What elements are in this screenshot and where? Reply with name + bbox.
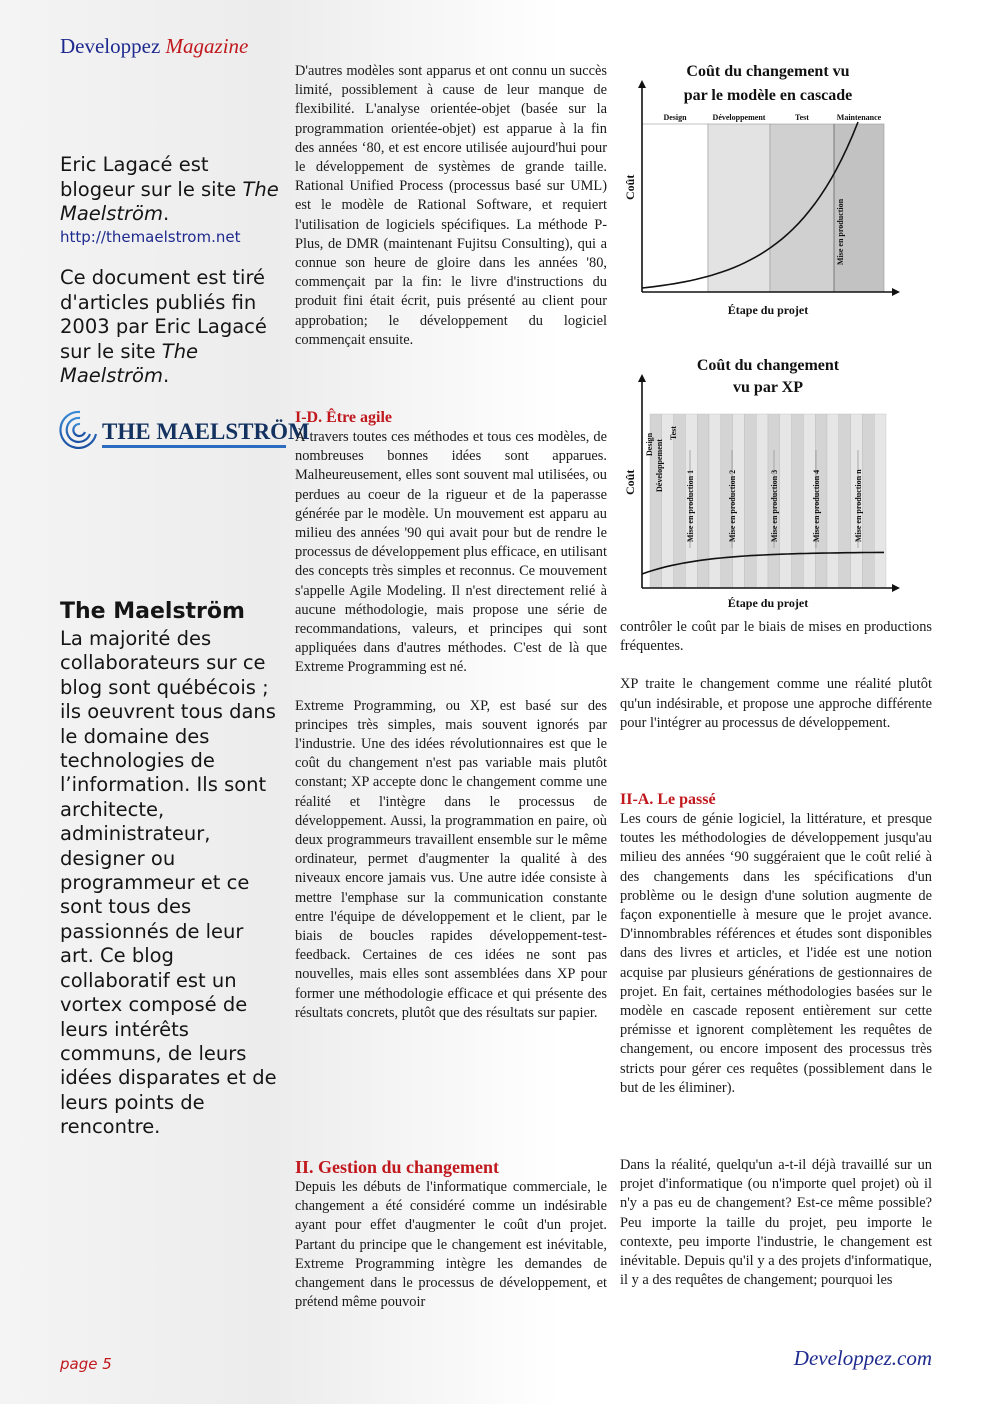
chart-title-line: Coût du changement vu (686, 63, 850, 80)
author-intro-text: Eric Lagacé est blogeur sur le site (60, 153, 237, 201)
blog-title: The Maelström (60, 599, 245, 624)
source-note-end: . (162, 364, 170, 387)
logo-wordmark: THE MAELSTRÖM (102, 419, 310, 444)
production-label: Mise en production 1 (686, 469, 695, 542)
heading-le-passe: II-A. Le passé (620, 791, 716, 808)
phase-label: Maintenance (836, 113, 882, 122)
iteration-band (709, 414, 721, 588)
iteration-band (792, 414, 804, 588)
chart-xp (618, 350, 918, 614)
production-label: Mise en production (836, 198, 845, 265)
column-2-intro (295, 62, 607, 350)
x-axis-arrow (892, 288, 900, 296)
y-axis-label: Coût (623, 469, 637, 495)
y-axis-arrow (638, 80, 646, 88)
heading-gestion-changement: II. Gestion du changement (295, 1157, 500, 1177)
production-label: Mise en production n (854, 469, 863, 542)
phase-label: Test (669, 426, 678, 440)
maelstrom-logo (60, 408, 310, 452)
para-realite: Dans la réalité, quelqu'un a-t-il déjà travaillé sur un projet d'informatique (ou n'importe quel projet) où il n'y a pas eu de changement? Est-ce même possible? Peu importe la taille du projet, peu importe le contexte, peu importe l'industrie, le changement est inévitable. Depuis qu'il y a des projets d'informatique, il y a des requêtes de changement; pourquoi les (620, 1157, 932, 1289)
author-site-name: The Maelström (60, 177, 279, 225)
source-note (60, 266, 282, 389)
magazine-title (60, 34, 248, 59)
chart-title-line: vu par XP (733, 379, 803, 396)
y-axis-arrow (638, 374, 646, 382)
phase-band (770, 124, 834, 292)
iteration-band (862, 414, 874, 588)
iteration-band (827, 414, 839, 588)
phase-band (708, 124, 770, 292)
para-gestion: Depuis les débuts de l'informatique commerciale, le changement a été considéré comme un indésirable ayant pour effet d'augmenter le coût d'un projet. Partant du principe que le changement est inévitable, Extreme Programming intègre les demandes de changement dans le processus de développement, et prétend même pouvoir (295, 1179, 607, 1311)
iteration-band (780, 414, 792, 588)
column-3-top (620, 618, 932, 733)
iteration-band (697, 414, 709, 588)
heading-etre-agile: I-D. Être agile (295, 409, 393, 426)
blog-description: La majorité des collaborateurs sur ce blog sont québécois ; ils oeuvrent tous dans le domaine des technologies de l’information. Ils sont architecte, administrateur, designer ou programmeur et ce sont tous des passionnés de leur art. Ce blog collaboratif est un vortex composé de leurs intérêts communs, de leurs idées disparates et de leurs points de rencontre. (60, 627, 277, 1139)
section-realite (620, 1156, 932, 1290)
iteration-band (839, 414, 851, 588)
y-axis-label: Coût (623, 174, 637, 200)
phase-label: Développement (655, 439, 664, 492)
para-agile: À travers toutes ces méthodes et tous ces modèles, de nombreuses bonnes idées sont apparues. Malheureusement, elles sont souvent mal utilisées, ou perdues au coeur de la rigueur et de la paperasse générée par le modèle. Un mouvement est apparu au milieu des années '90 qui avait pour but de rendre le processus de développement plus efficace, en utilisant des concepts très simples et reconnus. Ce mouvement s'appelle Agile Modeling. Il n'est directement relié à aucune méthodologie, mais propose une série de recommandations, valeurs, et principes qui sont appliquées dans d'autres méthodes. C'est de là que Extreme Programming est né. (295, 429, 607, 676)
section-agile (295, 408, 607, 1023)
phase-label: Test (795, 113, 809, 122)
chart-title-line: par le modèle en cascade (683, 87, 853, 104)
vortex-icon (60, 412, 96, 448)
page-number: page 5 (60, 1355, 112, 1373)
para-xp-change: XP traite le changement comme une réalité plutôt qu'un indésirable, et propose une approche différente pour l'intégrer au processus de développement. (620, 676, 932, 731)
phase-label: Design (645, 432, 654, 456)
para-continuation: contrôler le coût par le biais de mises en productions fréquentes. (620, 619, 932, 655)
production-label: Mise en production 4 (812, 469, 821, 542)
author-intro (60, 153, 282, 247)
section-gestion (295, 1156, 607, 1312)
phase-band (642, 124, 708, 292)
para-extreme-programming: Extreme Programming, ou XP, est basé sur des principes très simples, mais souvent ignorés par l'industrie. Une des idées révolutionnaires est que le coût du changement n'est pas variable mais plutôt constant; XP accepte donc le changement comme une réalité et l'intègre dans le processus de développement. Aussi, la programmation en paire, où deux programmeurs travaillent ensemble sur le même ordinateur, permet d'augmenter la qualité à des niveaux encore jamais vus. Une autre idée consiste à mettre l'emphase sur la communication constante entre l'équipe de développement et le client, par le biais de boucles rapides développement-test-feedback. Certaines de ces idées ne sont pas nouvelles, mais elles sont assemblées dans XP pour former une méthodologie efficace et qui présente des résultats concrets, plutôt que des résultats sur papier. (295, 697, 607, 1021)
iteration-band (756, 414, 768, 588)
section-passe (620, 790, 932, 1098)
brand-name: Developpez (60, 34, 161, 58)
x-axis-arrow (892, 584, 900, 592)
footer-site-link[interactable]: Developpez.com (793, 1346, 932, 1370)
iteration-band (744, 414, 756, 588)
source-site-name: The Maelström (60, 339, 199, 387)
x-axis-label: Étape du projet (727, 303, 809, 317)
para-models: D'autres modèles sont apparus et ont connu un succès limité, possiblement à cause de leur manque de flexibilité. L'analyse orientée-objet (basée sur la programmation orientée-objet) est apparue à la fin des années ‘80, et est encore utilisée aujourd'hui pour le développement de systèmes de grande taille. Rational Unified Process (processus basé sur UML) est le modèle de Rational Software, et requiert l'utilisation de logiciels spécifiques. La méthode P-Plus, de DMR (maintenant Fujitsu Consulting), qui a connue son heure de gloire dans les années '80, commençait par la fin: le livre d'instructions du produit fini était écrit, puis présenté au client pour approbation; le développement du logiciel commençait ensuite. (295, 63, 607, 348)
phase-label: Design (663, 113, 687, 122)
site-url-link[interactable]: http://themaelstrom.net (60, 227, 241, 246)
source-note-text: Ce document est tiré d'articles publiés fin 2003 par Eric Lagacé sur le site (60, 266, 267, 363)
x-axis-label: Étape du projet (727, 596, 809, 610)
phase-label: Développement (712, 113, 766, 122)
production-label: Mise en production 3 (770, 469, 779, 542)
author-intro-end: . (162, 202, 170, 225)
magazine-word: Magazine (165, 34, 249, 58)
production-label: Mise en production 2 (728, 469, 737, 542)
chart-cascade (618, 60, 918, 322)
para-passe: Les cours de génie logiciel, la littérature, et presque toutes les méthodologies de développement jusqu'au milieu des années ‘90 suggéraient que le coût relié à des changements dans les spécifications d'un problème ou le design d'une solution augmente de façon exponentielle à mesure que le projet avance. D'innombrables références et études sont disponibles dans des livres et articles, et l'idée est une notion acquise par plusieurs générations de gestionnaires de projet. En fait, certaines méthodologies basées sur le modèle en cascade reposent entièrement sur cette prémisse et ignorent complètement les requêtes de changement, ou encore imposent des processus très stricts pour gérer ces requêtes (possiblement dans le but de les éliminer). (620, 811, 932, 1096)
chart-title-line: Coût du changement (696, 357, 840, 374)
iteration-band (874, 414, 886, 588)
